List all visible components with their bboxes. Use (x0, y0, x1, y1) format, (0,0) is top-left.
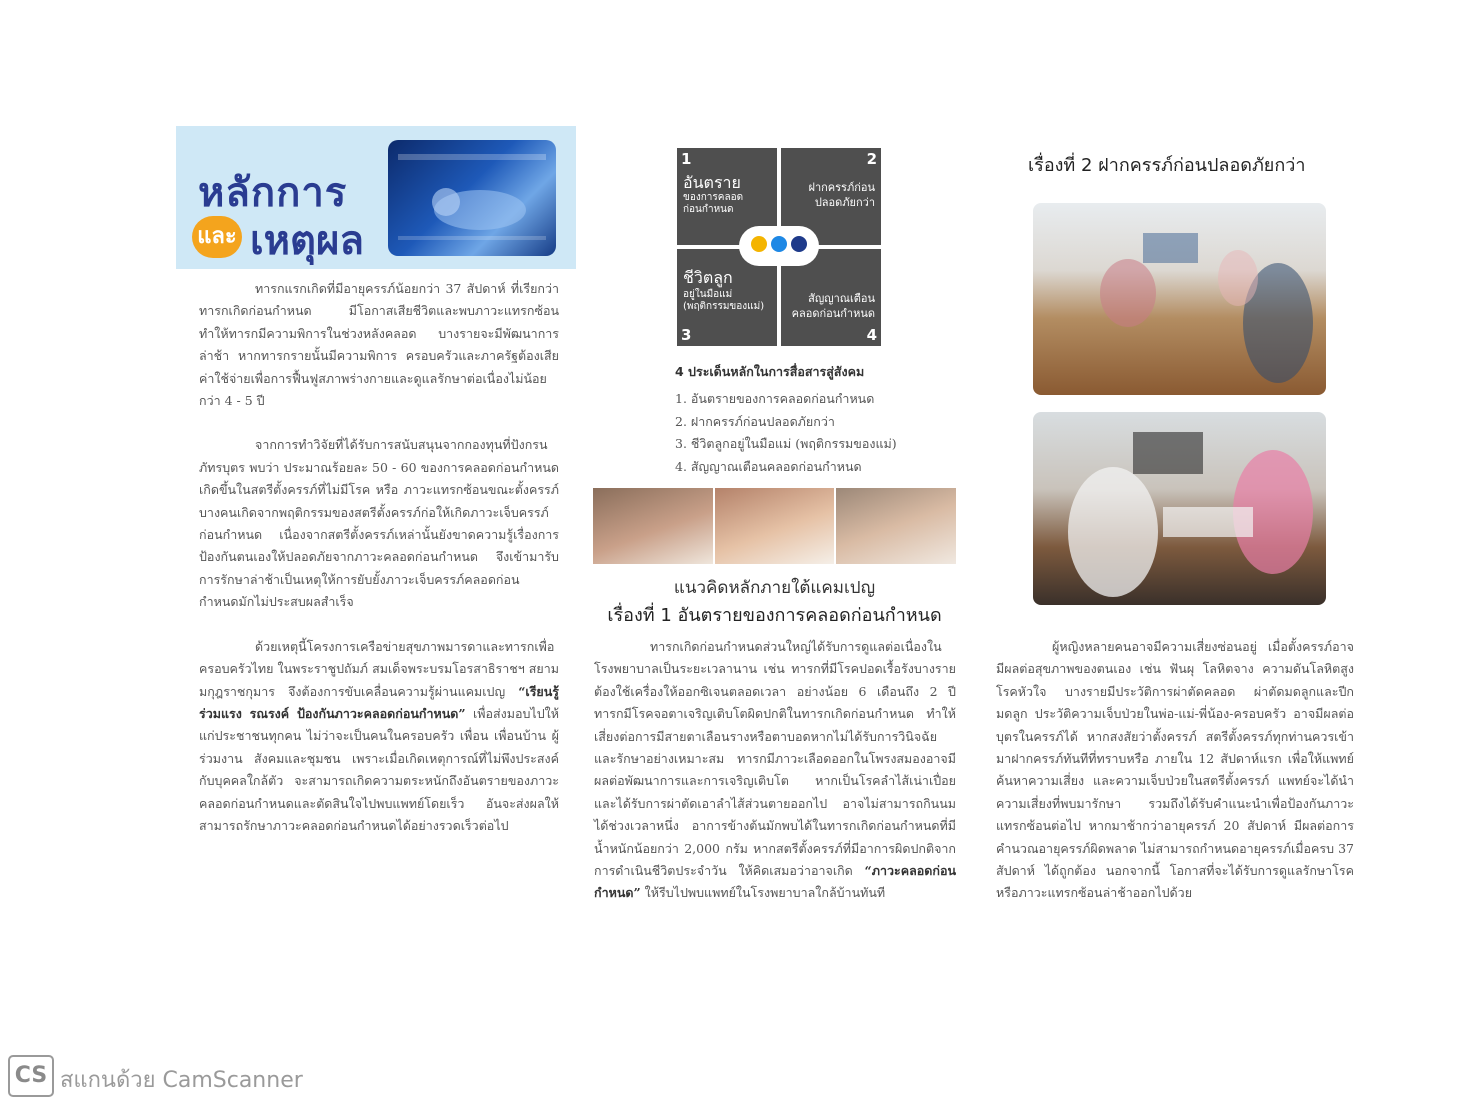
prenatal-registration-photo (1033, 203, 1326, 395)
grid-cell-subtext: สัญญาณเตือน คลอดก่อนกำหนด (791, 292, 875, 320)
research-paragraph: จากการทำวิจัยที่ได้รับการสนับสนุนจากกองทุนที่ปังกรนภัทรบุตร พบว่า ประมาณร้อยละ 50 - 60 ของการคลอดก่อนกำหนดเกิดขึ้นในสตรีตั้งครรภ์ที่ไม่มีโรค หรือ ภาวะแทรกซ้อนขณะตั้งครรภ์ บางคนเกิดจากพฤติกรรมของสตรีตั้งครรภ์ก่อให้เกิดภาวะเจ็บครรภ์ก่อนกำหนด เนื่องจากสตรีตั้งครรภ์เหล่านั้นยังขาดความรู้เรื่องการป้องกันตนเองให้ปลอดภัยจากภาวะคลอดก่อนกำหนด จึงเข้ามารับการรักษาล่าช้าเป็นเหตุให้การยับยั้งภาวะเจ็บครรภ์คลอดก่อนกำหนดมักไม่ประสบผลสำเร็จ (199, 437, 559, 610)
list-item: 2. ฝากครรภ์ก่อนปลอดภัยกว่า (675, 413, 835, 429)
grid-cell-number: 2 (866, 150, 877, 168)
list-item: 1. อันตรายของการคลอดก่อนกำหนด (675, 391, 875, 406)
story2-heading: เรื่องที่ 2 ฝากครรภ์ก่อนปลอดภัยกว่า (1028, 155, 1306, 176)
prenatal-consultation-photo (1033, 412, 1326, 605)
premature-baby-incubator-photo (388, 140, 556, 256)
grid-cell-number: 3 (681, 326, 692, 344)
issues-list (675, 388, 897, 478)
list-item: 3. ชีวิตลูกอยู่ในมือแม่ (พฤติกรรมของแม่) (675, 436, 897, 451)
col2-text (594, 636, 956, 905)
list-item: 4. สัญญาณเตือนคลอดก่อนกำหนด (675, 458, 862, 474)
banner-and-badge: และ (192, 216, 242, 258)
campaign-logo (739, 226, 819, 266)
grid-cell-number: 1 (681, 150, 692, 168)
story2-paragraph: ผู้หญิงหลายคนอาจมีความเสี่ยงซ่อนอยู่ เมื่อตั้งครรภ์อาจมีผลต่อสุขภาพของตนเอง เช่น ฟันผุ โลหิตจาง ความดันโลหิตสูง โรคหัวใจ บางรายมีประวัติการผ่าตัดคลอด ผ่าตัดมดลูกและปีกมดลูก ประวัติความเจ็บป่วยในพ่อ-แม่-พี่น้อง-ครอบครัว อาจมีผลต่อบุตรในครรภ์ได้ หากสงสัยว่าตั้งครรภ์ สตรีตั้งครรภ์ทุกท่านควรเข้ามาฝากครรภ์ทันทีที่ทราบหรือ ภายใน 12 สัปดาห์แรก เพื่อให้แพทย์ค้นหาความเสี่ยง และความเจ็บป่วยในสตรีตั้งครรภ์ แพทย์จะได้นำความเสี่ยงที่พบมารักษา รวมถึงได้รับคำแนะนำเพื่อป้องกันภาวะแทรกซ้อนต่อไป หากมาช้ากว่าอายุครรภ์ 20 สัปดาห์ มีผลต่อการคำนวณอายุครรภ์ผิดพลาด ไม่สามารถกำหนดอายุครรภ์เมื่อครบ 37 สัปดาห์ ได้ถูกต้อง นอกจากนี้ โอกาสที่จะได้รับการดูแลรักษาโรคหรือภาวะแทรกซ้อนล่าช้าออกไปด้วย (996, 639, 1354, 901)
four-issues-grid (677, 148, 882, 348)
grid-cell-subtext: ของการคลอด ก่อนกำหนด (683, 192, 744, 215)
story1-heading: เรื่องที่ 1 อันตรายของการคลอดก่อนกำหนด (607, 605, 942, 626)
cooperate-icon (771, 236, 787, 252)
premature-baby-photo (593, 488, 713, 564)
grid-cell-subtext: ฝากครรภ์ก่อน ปลอดภัยกว่า (808, 181, 875, 209)
grid-cell-heading: อันตราย (683, 173, 741, 192)
intro-paragraph: ทารกแรกเกิดที่มีอายุครรภ์น้อยกว่า 37 สัปดาห์ ที่เรียกว่าทารกเกิดก่อนกำหนด มีโอกาสเสียชีวิตและพบภาวะแทรกซ้อน ทำให้ทารกมีความพิการในช่วงหลังคลอด บางรายจะมีพัฒนาการล่าช้า หากทารกรายนั้นมีความพิการ ครอบครัวและภาครัฐต้องเสียค่าใช้จ่ายเพื่อการฟื้นฟูสภาพร่างกายและดูแลรักษาต่อเนื่องไม่น้อยกว่า 4 - 5 ปี (199, 281, 559, 409)
issues-heading: 4 ประเด็นหลักในการสื่อสารสู่สังคม (675, 364, 865, 379)
campaign-text-start: ด้วยเหตุนี้โครงการเครือข่ายสุขภาพมารดาและทารกเพื่อครอบครัวไทย ในพระราชูปถัมภ์ สมเด็จพระบรมโอรสาธิราชฯ สยามมกุฎราชกุมาร จึงต้องการขับเคลื่อนความรู้ผ่านแคมเปญ (199, 638, 559, 699)
premature-babies-photo-strip (593, 488, 956, 564)
camscanner-watermark: สแกนด้วย CamScanner (60, 1068, 303, 1093)
baby-hand-photo (836, 488, 956, 564)
premature-baby-photo (715, 488, 835, 564)
col1-text (199, 278, 559, 837)
learn-icon (751, 236, 767, 252)
story1-text-start: ทารกเกิดก่อนกำหนดส่วนใหญ่ได้รับการดูแลต่อเนื่องในโรงพยาบาลเป็นระยะเวลานาน เช่น ทารกที่มีโรคปอดเรื้อรังบางรายต้องใช้เครื่องให้ออกซิเจนตลอดเวลา อย่างน้อย 6 เดือนถึง 2 ปี ทารกมีโรคจอตาเจริญเติบโตผิดปกติในทารกเกิดก่อนกำหนด ทำให้เสี่ยงต่อการมีสายตาเลือนรางหรือตาบอดหากไม่ได้รับการวินิจฉัยและรักษาอย่างเหมาะสม ทารกมีภาวะเลือดออกในโพรงสมองอาจมีผลต่อพัฒนาการและการเจริญเติบโต หากเป็นโรคลำไส้เน่าเปื่อยและได้รับการผ่าตัดเอาลำไส้ส่วนตายออกไป อาจไม่สามารถกินนมได้ช่วงเวลาหนึ่ง อาการข้างต้นมักพบได้ในทารกเกิดก่อนกำหนดที่มีน้ำหนักน้อยกว่า 2,000 กรัม หากสตรีตั้งครรภ์ที่มีอาการผิดปกติจากการดำเนินชีวิตประจำวัน ให้คิดเสมอว่าอาจเกิด (594, 639, 956, 879)
col3-text (996, 636, 1354, 905)
banner-title-principles: หลักการ (198, 170, 348, 216)
camscanner-logo: CS (8, 1055, 54, 1097)
story1-text-end: ให้รีบไปพบแพทย์ในโรงพยาบาลใกล้บ้านทันที (640, 885, 886, 901)
campaign-icon (791, 236, 807, 252)
banner-title-reasons: เหตุผล (250, 218, 364, 264)
campaign-concept-heading: แนวคิดหลักภายใต้แคมเปญ (673, 578, 876, 598)
story1-paragraph (594, 636, 956, 905)
grid-cell-subtext: อยู่ในมือแม่ (พฤติกรรมของแม่) (683, 289, 765, 312)
story1-emphasis: “ภาวะคลอดก่อนกำหนด” (594, 863, 956, 901)
campaign-paragraph (199, 636, 559, 838)
campaign-slogan: “เรียนรู้ ร่วมแรง รณรงค์ ป้องกันภาวะคลอดก่อนกำหนด” (199, 683, 559, 721)
grid-cell-heading: ชีวิตลูก (683, 268, 733, 287)
grid-cell-number: 4 (866, 326, 877, 344)
campaign-text-end: เพื่อส่งมอบไปให้แก่ประชาชนทุกคน ไม่ว่าจะเป็นคนในครอบครัว เพื่อน เพื่อนบ้าน ผู้ร่วมงาน สังคมและชุมชน เพราะเมื่อเกิดเหตุการณ์ที่ไม่พึงประสงค์กับบุคคลใกล้ตัว จะสามารถเกิดความตระหนักถึงอันตรายของภาวะคลอดก่อนกำหนดและตัดสินใจไปพบแพทย์โดยเร็ว อันจะส่งผลให้สามารถรักษาภาวะคลอดก่อนกำหนดได้อย่างรวดเร็วต่อไป (199, 705, 559, 833)
